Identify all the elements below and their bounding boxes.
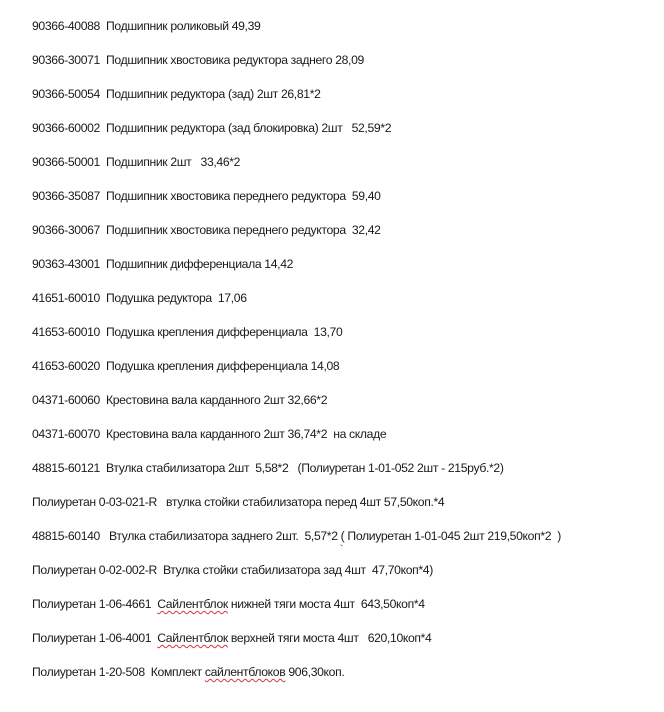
- part-code: Полиуретан 1-06-4001: [32, 631, 152, 645]
- part-code: 41653-60020: [32, 359, 100, 373]
- list-item: [32, 52, 652, 86]
- list-item: [32, 630, 652, 664]
- part-description: Комплект: [150, 665, 205, 679]
- part-code: 90366-40088: [32, 19, 100, 33]
- list-item: [32, 188, 652, 222]
- list-item: [32, 222, 652, 256]
- part-code: 41651-60010: [32, 291, 100, 305]
- part-code: 48815-60140: [32, 529, 100, 543]
- part-code: 90366-30071: [32, 53, 100, 67]
- list-item: [32, 154, 652, 188]
- part-code: 48815-60121: [32, 461, 100, 475]
- part-description: втулка стойки стабилизатора перед 4шт 57,50коп.*4: [162, 495, 445, 509]
- part-description-continued: Полиуретан 1-01-045 2шт 219,50коп*2 ): [344, 529, 561, 543]
- part-code: Полиуретан 1-06-4661: [32, 597, 152, 611]
- part-description: Подшипник хвостовика редуктора заднего 28,09: [106, 53, 364, 67]
- list-item: [32, 426, 652, 460]
- list-item: [32, 528, 652, 562]
- list-item: [32, 392, 652, 426]
- part-description: Втулка стабилизатора 2шт 5,58*2 (Полиуретан 1-01-052 2шт - 215руб.*2): [106, 461, 504, 475]
- part-code: 90366-30067: [32, 223, 100, 237]
- part-code: Полиуретан 0-02-002-R: [32, 563, 157, 577]
- part-description: Втулка стойки стабилизатора зад 4шт 47,70коп*4): [162, 563, 433, 577]
- list-item: [32, 596, 652, 630]
- list-item: [32, 86, 652, 120]
- part-code: 04371-60070: [32, 427, 100, 441]
- misspelled-word[interactable]: Сайлентблок: [157, 597, 228, 611]
- part-description: Подшипник хвостовика переднего редуктора 32,42: [106, 223, 381, 237]
- list-item: [32, 358, 652, 392]
- part-code: Полиуретан 0-03-021-R: [32, 495, 157, 509]
- document-body: [32, 18, 652, 698]
- part-code: 90366-50001: [32, 155, 100, 169]
- list-item: [32, 324, 652, 358]
- part-description: Подушка редуктора 17,06: [106, 291, 247, 305]
- part-code: 41653-60010: [32, 325, 100, 339]
- misspelled-word[interactable]: сайлентблоков: [204, 665, 286, 679]
- list-item: [32, 562, 652, 596]
- list-item: [32, 290, 652, 324]
- list-item: [32, 120, 652, 154]
- part-code: Полиуретан 1-20-508: [32, 665, 145, 679]
- part-description: Подшипник редуктора (зад) 2шт 26,81*2: [106, 87, 321, 101]
- part-description: Подшипник 2шт 33,46*2: [106, 155, 241, 169]
- list-item: [32, 460, 652, 494]
- part-description: Подшипник роликовый 49,39: [106, 19, 261, 33]
- part-code: 04371-60060: [32, 393, 100, 407]
- part-code: 90363-43001: [32, 257, 100, 271]
- part-description: Подушка крепления дифференциала 14,08: [106, 359, 340, 373]
- list-item: [32, 18, 652, 52]
- part-description: Подшипник дифференциала 14,42: [106, 257, 294, 271]
- grammar-flagged-text[interactable]: (: [340, 529, 345, 543]
- part-description: Подшипник редуктора (зад блокировка) 2шт 52,59*2: [106, 121, 392, 135]
- part-code: 90366-50054: [32, 87, 100, 101]
- part-description: нижней тяги моста 4шт 643,50коп*4: [227, 597, 425, 611]
- part-description: Подшипник хвостовика переднего редуктора 59,40: [106, 189, 381, 203]
- list-item: [32, 256, 652, 290]
- part-code: 90366-35087: [32, 189, 100, 203]
- list-item: [32, 664, 652, 698]
- part-description: Подушка крепления дифференциала 13,70: [106, 325, 343, 339]
- part-description: Втулка стабилизатора заднего 2шт. 5,57*2: [106, 529, 341, 543]
- part-description: Крестовина вала карданного 2шт 36,74*2 на складе: [106, 427, 387, 441]
- misspelled-word[interactable]: Сайлентблок: [157, 631, 228, 645]
- list-item: [32, 494, 652, 528]
- part-description: Крестовина вала карданного 2шт 32,66*2: [106, 393, 328, 407]
- part-description: верхней тяги моста 4шт 620,10коп*4: [227, 631, 432, 645]
- part-code: 90366-60002: [32, 121, 100, 135]
- part-description-continued: 906,30коп.: [285, 665, 345, 679]
